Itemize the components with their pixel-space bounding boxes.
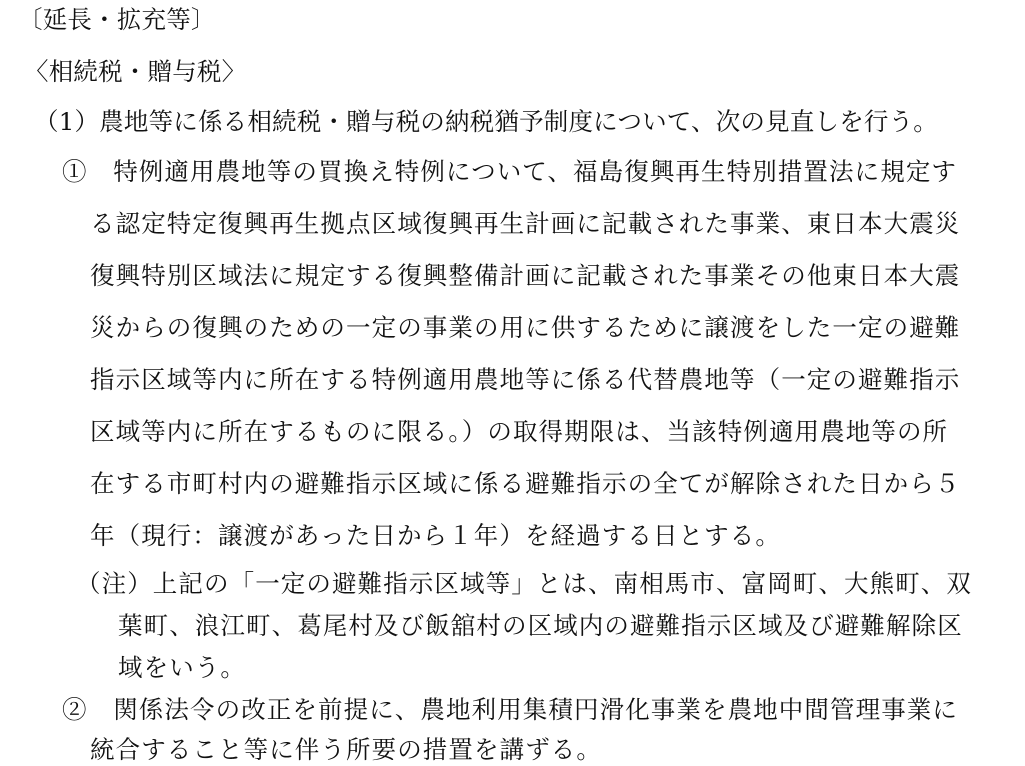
note-line: （注）上記の「一定の避難指示区域等」とは、南相馬市、富岡町、大熊町、双 (76, 569, 972, 598)
sub-item-1-line: 災からの復興のための一定の事業の用に供するために譲渡をした一定の避難 (90, 313, 961, 342)
sub-item-1-line: る認定特定復興再生拠点区域復興再生計画に記載された事業、東日本大震災 (90, 209, 961, 238)
sub-item-2-line: ② 関係法令の改正を前提に、農地利用集積円滑化事業を農地中間管理事業に (62, 695, 958, 724)
sub-item-1-line: 区域等内に所在するものに限る。）の取得期限は、当該特例適用農地等の所 (90, 417, 949, 446)
section-heading-extension: 〔延長・拡充等〕 (18, 5, 216, 34)
sub-item-1-line: 年（現行：譲渡があった日から１年）を経過する日とする。 (90, 521, 781, 550)
sub-item-1-line: ① 特例適用農地等の買換え特例について、福島復興再生特別措置法に規定す (62, 157, 958, 186)
sub-item-1-line: 指示区域等内に所在する特例適用農地等に係る代替農地等（一定の避難指示 (90, 365, 961, 394)
note-line: 葉町、浪江町、葛尾村及び飯舘村の区域内の避難指示区域及び避難解除区 (118, 611, 963, 640)
section-heading-tax: 〈相続税・贈与税〉 (24, 57, 247, 86)
sub-item-1-line: 在する市町村内の避難指示区域に係る避難指示の全てが解除された日から５ (90, 469, 961, 498)
note-line: 域をいう。 (118, 653, 246, 682)
sub-item-1-line: 復興特別区域法に規定する復興整備計画に記載された事業その他東日本大震 (90, 261, 961, 290)
item-1-text: （1）農地等に係る相続税・贈与税の納税猶予制度について、次の見直しを行う。 (34, 107, 939, 136)
sub-item-2-line: 統合すること等に伴う所要の措置を講ずる。 (90, 735, 602, 764)
